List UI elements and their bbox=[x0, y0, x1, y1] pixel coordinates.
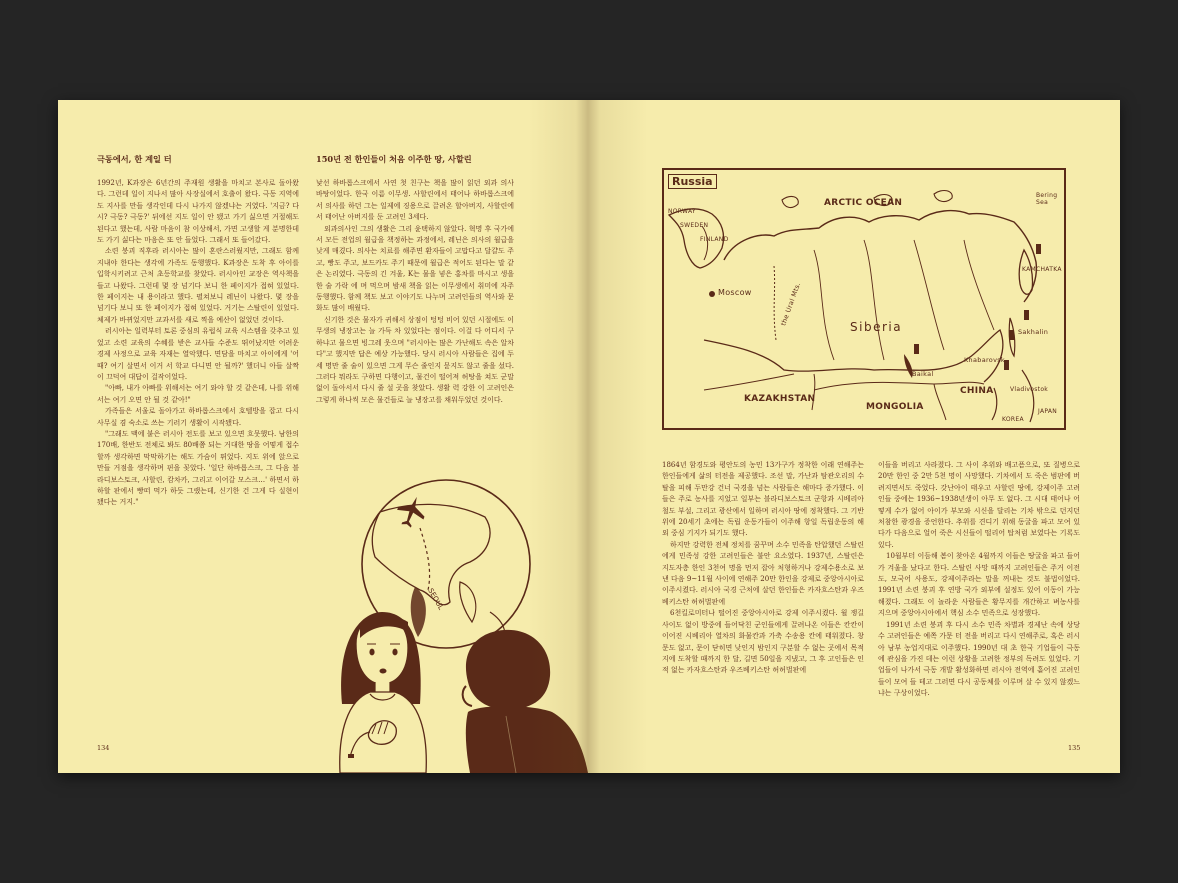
map-label-arctic: ARCTIC OCEAN bbox=[824, 198, 903, 208]
map-label-china: CHINA bbox=[960, 386, 994, 396]
left-page bbox=[58, 100, 588, 773]
section-heading-2: 150년 전 한인들이 처음 이주한 땅, 사할린 bbox=[316, 154, 472, 164]
map-label-siberia: Siberia bbox=[850, 320, 903, 334]
paragraph: 10월부터 이듬해 봄이 찾아온 4월까지 이들은 땅굴을 파고 들어가 겨울을 났다고 한다. 스탈린 사망 때까지 고려인들은 주거 이전도, 모국어 사용도, 강제이주라는 말을 꺼내는 것도 불법이었다. 1991년 소련 붕괴 후 연방 국가 외부에 설정도 있어 이동이 가능해졌다. 그래도 이 놀라운 사람들은 황무지를 개간하고 벼농사를 지으며 중앙아시아에서 핵심 소수 민족으로 성장했다. bbox=[878, 552, 1080, 618]
page-number: 135 bbox=[1068, 744, 1081, 752]
right-column-1 bbox=[662, 460, 864, 700]
paragraph: 신기한 것은 물자가 귀해서 상점이 텅텅 비어 있던 시절에도 이무생의 냉장고는 늘 가득 차 있었다는 점이다. 이걸 다 어디서 구하냐고 물으면 빙그레 웃으며 "러시아는 많은 가난해도 속은 알차다"고 했지만 답은 예상 가능했다. 당시 러시아 사람들은 집에 두세 명만 줄 술이 있으면 그게 무슨 줄인지 묻지도 않고 줄을 섰다. 그러다 뭐라도 구하면 다행이고, 물건이 떨어져 허탕을 쳐도 군말 없이 돌아서서 다시 줄 설 곳을 찾았다. 생활 력 강한 이 고려인은 그렇게 하나씩 모은 물건들로 늘 냉장고를 채워두었던 것이다. bbox=[316, 315, 514, 404]
paragraph: 6천킬로미터나 떨어진 중앙아시아로 강제 이주시켰다. 월 쟁길 사이도 없이 방중에 들어닥친 군인들에게 끌려나온 이들은 칸칸이 이어진 시베리아 열차의 화물칸과 가축 수송용 칸에 태워졌다. 창문도 없고, 문이 닫히면 낮인지 밤인지 구분할 수 없는 곳에서 목적지에 도착할 때까지 한 달, 길면 50일을 지냈고, 그 후 고인들은 인적 없는 카자흐스탄과 우즈베키스탄 허허벌판에 bbox=[662, 609, 864, 675]
map-drawing bbox=[664, 170, 1064, 428]
map-label-kamchatka: KAMCHATKA bbox=[1022, 266, 1062, 273]
paragraph: "아빠, 내가 아빠를 위해서는 여기 와야 할 것 같은데, 나를 위해서는 여기 오면 안 될 것 같아!" bbox=[97, 384, 299, 404]
map-label-finland: FINLAND bbox=[700, 236, 729, 243]
map-title: Russia bbox=[668, 174, 717, 189]
paragraph: 낯선 하바롭스크에서 사연 첫 친구는 책을 많이 읽던 외과 의사 바탕이었다. 한국 이름 이무생. 사할린에서 태어나 하바롭스크에서 의사를 하던 그는 일제에 징용으로 끌려온 할아버지, 사할린에서 태어난 아버지를 둔 고려인 3세다. bbox=[316, 179, 514, 222]
map-label-korea: KOREA bbox=[1002, 416, 1024, 423]
map-label-bering: Bering Sea bbox=[1036, 192, 1058, 206]
left-column-1 bbox=[97, 178, 299, 540]
right-page bbox=[588, 100, 1120, 773]
paragraph: "그래도 맥에 붙은 러시아 전도를 보고 있으면 흐뭇했다. 남한의 170배, 한반도 전체로 봐도 80배쯤 되는 거대한 땅을 어떻게 접수할까 생각하면 막막하기는 해도 가슴이 뛰었다. 지도 위에 앉으로 만들 거점을 생각하며 핀을 꽂았다. '일단 하바롭스크, 그 다음 블라디보스토크, 사할린, 캄차카, 그리고 이어갈 모스크…' 하면서 하하할 판에서 빵떠 먹가 하듯 그랬는데, 신기한 건 그게 다 실현이 됐다는 거지." bbox=[97, 429, 299, 507]
map-label-vladivostok: Vladivostok bbox=[1010, 386, 1049, 393]
map-label-japan: JAPAN bbox=[1038, 408, 1058, 415]
paragraph: 소련 붕괴 직후라 러시아는 많이 혼란스러웠지만, 그래도 함께 지내야 한다는 생각에 가족도 동행했다. K과장은 도착 후 아이를 입학시키려고 근처 초등학교를 찾았다. 러시아인 교장은 역사책을 들고 나왔다. 그런데 몇 장 넘기다 보니 한 페이지가 접혀 있었다. 한 페이지는 내 용이라고 했다. 펼쳐보니 레닌이 나왔다. 몇 장을 넘기다 보니 또 한 페이지가 접혀 있었다. 거기는 스탈린이 있었다. 체제가 바뀌었지만 교과서를 새로 찍을 예산이 없었던 것이다. bbox=[97, 247, 299, 324]
map-label-norway: NORWAY bbox=[668, 208, 696, 215]
magazine-spread bbox=[58, 100, 1120, 773]
girl-and-man-illustration bbox=[320, 472, 588, 773]
paragraph: 1992년, K과장은 6년간의 주재원 생활을 마치고 본사로 돌아왔다. 그런데 일이 지나서 많아 사장실에서 호출이 왔다. 극동 지역에도 지사를 만들 생각인데 다시 나가지 않겠냐는 거였다. '지금? 다시? 극동? 극동?' 뒤에선 지도 일이 안 됐고 가기 싫으면 거절해도 된다고 했는데, 사람 마음이 참 이상해서, 가면 고생할 게 분명한데도 가기 싫다는 마음은 또 안 들었다. 그래서 또 들어갔다. bbox=[97, 179, 299, 245]
map-label-kazakhstan: KAZAKHSTAN bbox=[744, 394, 816, 404]
page-number: 134 bbox=[97, 744, 110, 752]
paragraph: 외과의사인 그의 생활은 그리 윤택하지 않았다. 혁명 후 국가에서 모든 전업의 월급을 책정하는 과정에서, 레닌은 의사의 월급을 낮게 매겼다. 의사는 치료를 해주면 환자들이 고맙다고 달걀도 주고, 빵도 주고, 보드카도 주기 때문에 월급은 적어도 된다는 말 같은 논리였다. 극동의 긴 겨울, K는 물을 넣은 홍차를 마시고 생을 한 술 가락 에 며 먹으며 밤새 책을 읽는 이무생에서 취미에 자주 동행했다. 함께 책도 보고 이야기도 나누며 고려인들의 역사와 문화도 많이 배웠다. bbox=[316, 224, 514, 313]
paragraph: 이들을 버리고 사라졌다. 그 사이 추위와 배고픔으로, 또 질병으로 20만 한인 중 2만 5천 명이 사망했다. 기차에서 도 죽은 범판에 버려지면서도 죽었다. 갓난아이 태우고 사할린 땅에, 강제이주 고려인들 중에는 1936~1938년생이 아무 도 없다. 그 시대 태어나 어떻게 수가 없어 아이가 부모와 시신을 달리는 기차 밖으로 던지던 처참한 광경을 증언한다. 추위를 견디기 위해 동굴을 파고 모여 있다가 다음으로 얼어 죽은 시신들이 떨리어 탑처럼 보였다는 기록도 있다. bbox=[878, 461, 1080, 549]
map-label-moscow: Moscow bbox=[718, 288, 752, 297]
map-label-mongolia: MONGOLIA bbox=[866, 402, 924, 412]
paragraph: 러시아는 일력부터 토론 중심의 유럽식 교육 시스템을 갖추고 있었고 소련 교육의 수혜를 받은 교사들 수준도 뛰어났지만 어려운 경제 사정으로 교육 자재는 열악했다. 면담을 마치고 아이에게 '어때? 여기 살면서 이거 서 학교 다니면 안 될까?' 했더니 아들 살짝이 끄덕여 대답이 걸작이었다. bbox=[97, 327, 299, 381]
seoul-label: SEOUL bbox=[426, 587, 445, 612]
map-label-baikal: Baikal bbox=[912, 370, 934, 378]
russia-map bbox=[662, 168, 1066, 430]
paragraph: 가족들은 서울로 돌아가고 하바롭스크에서 호텔방을 잡고 다시 사무실 겸 숙소로 쓰는 기러기 생활이 시작됐다. bbox=[97, 407, 299, 427]
paragraph: 1991년 소련 붕괴 후 다시 소수 민족 차별과 경제난 속에 상당수 고려인들은 예쪽 가문 터 전을 버리고 다시 연해주로, 혹은 러시아 남부 농업지대로 이주했다. 1990년 대 초 한국 기업들이 극동에 관심을 가진 데는 이런 상황을 고려한 정부의 독려도 있었다. 기업들이 나가서 극동 개발 활성화하면 러시아 전역에 흩어진 고려인들이 모여 들 테고 그러면 다시 공동체를 이루며 살 수 있지 않겠느냐는 구상이었다. bbox=[878, 620, 1080, 698]
paragraph: 하지만 강력한 전체 정치를 꿈꾸며 소수 민족을 탄압했던 스탈린에게 민족성 강한 고려인들은 불안 요소였다. 1937년, 스탈린은 지도자층 한인 3천여 명을 먼저 잡아 처형하거나 강제수용소로 보낸 다음 9~11월 사이에 연해주 20만 한인을 강제로 중앙아시아로 이주시켰다. 러시아 국경 근처에 살던 한인들은 카자흐스탄과 우즈베키스탄 허허벌판에 bbox=[662, 540, 864, 606]
paragraph: 1864년 함경도와 평안도의 농민 13가구가 정착한 이래 연해주는 한인들에게 삶의 터전을 제공했다. 조선 말, 가난과 탐관오리의 수탈을 피해 두만강 건너 국경을 넘는 사람들은 해마다 증가했다. 이 들은 주로 농사를 지었고 일부는 블라디보스토크 군항과 시베리아 철도 부설, 그리고 광산에서 일하며 러시아 땅에 정착했다. 그 기반 위에 20세기 초에는 독립 운동가들이 이주해 항일 독립운동의 해외 중심 기지가 되기도 했다. bbox=[662, 461, 864, 538]
map-label-sweden: SWEDEN bbox=[680, 222, 709, 229]
map-label-sakhalin: Sakhalin bbox=[1018, 328, 1049, 336]
section-heading-1: 극동에서, 한 계일 터 bbox=[97, 154, 172, 164]
left-column-2 bbox=[316, 178, 514, 424]
map-label-ural: the Ural Mts. bbox=[779, 281, 803, 327]
right-column-2 bbox=[878, 460, 1080, 708]
map-label-khabarovsk: Khabarovsk bbox=[964, 356, 1005, 364]
